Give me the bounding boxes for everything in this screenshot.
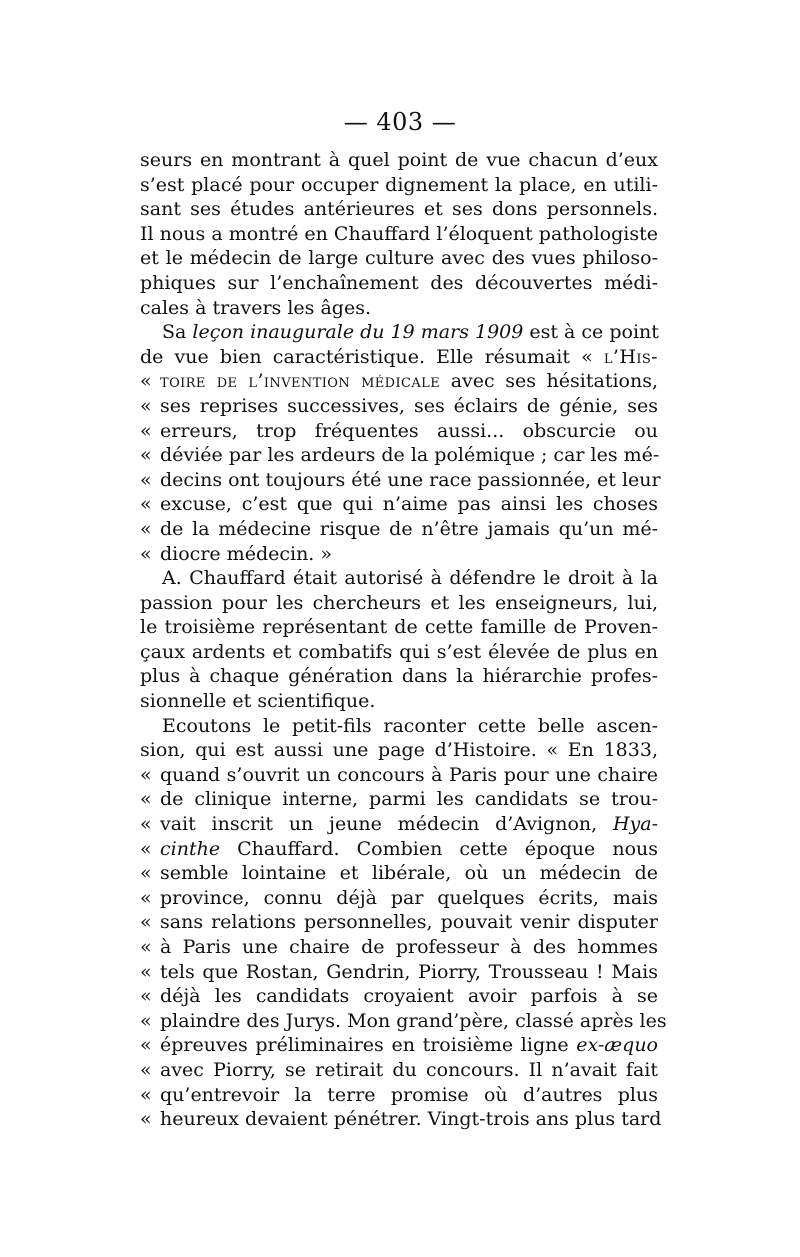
text-line (140, 148, 658, 173)
text-line (140, 984, 658, 1009)
text-segment: avec Piorry, se retirait du concours. Il n’avait fait (160, 1058, 658, 1081)
quote-mark: « (140, 837, 152, 860)
text-line (140, 738, 658, 763)
text-line (140, 443, 658, 468)
text-segment: Chauffard. Combien cette époque nous (220, 837, 658, 860)
text-line (140, 1107, 662, 1132)
quote-mark: « (140, 394, 152, 417)
text-segment: province, connu déjà par quelques écrits, mais (160, 886, 658, 909)
text-segment: ex-æquo (576, 1034, 658, 1057)
quote-mark: « (140, 517, 152, 540)
text-segment: sion, qui est aussi une page d’Histoire. « En 1833, (140, 739, 658, 762)
quote-mark: « (140, 763, 152, 786)
text-segment: tels que Rostan, Gendrin, Piorry, Trousseau ! Mais (160, 960, 658, 983)
text-line (140, 787, 658, 812)
text-line (140, 320, 658, 345)
text-line (140, 1058, 658, 1083)
quote-mark: « (140, 1009, 152, 1032)
text-line (140, 517, 658, 542)
text-segment: cinthe (160, 837, 221, 860)
text-line (140, 394, 658, 419)
quote-mark: « (140, 444, 152, 467)
text-line (140, 763, 658, 788)
text-segment: sionnelle et scientifique. (140, 690, 376, 713)
text-segment: toire de l’invention médicale (160, 370, 441, 393)
quote-mark: « (140, 1034, 152, 1057)
text-line (140, 640, 658, 665)
text-segment: et le médecin de large culture avec des vues philoso- (140, 247, 658, 270)
text-segment: decins ont toujours été une race passionnée, et leur (160, 468, 661, 491)
text-segment: passion pour les chercheurs et les enseigneurs, lui, (140, 591, 658, 614)
text-segment: sant ses études antérieures et ses dons personnels. (140, 198, 658, 221)
text-segment: quand s’ouvrit un concours à Paris pour une chaire (160, 763, 658, 786)
text-segment: est à ce point (523, 321, 659, 344)
text-line (140, 910, 658, 935)
text-line (140, 1083, 658, 1108)
text-line (140, 542, 658, 567)
text-line (140, 714, 658, 739)
text-segment: de clinique interne, parmi les candidats se trou- (160, 788, 658, 811)
page-number: — 403 — (343, 108, 457, 136)
page-body (140, 148, 667, 1132)
quote-mark: « (140, 862, 152, 885)
quote-mark: « (140, 419, 152, 442)
text-line (140, 173, 658, 198)
text-segment: plaindre des Jurys. Mon grand’père, classé après les (160, 1009, 667, 1032)
text-segment: Il nous a montré en Chauffard l’éloquent pathologiste (140, 222, 658, 245)
text-segment: diocre médecin. » (160, 542, 333, 565)
text-line (140, 197, 658, 222)
quote-mark: « (140, 985, 152, 1008)
text-segment: çaux ardents et combatifs qui s’est élevée de plus en (140, 640, 658, 663)
text-segment: sans relations personnelles, pouvait venir disputer (160, 911, 658, 934)
text-segment: leçon inaugurale du 19 mars 1909 (192, 321, 524, 344)
text-segment: phiques sur l’enchaînement des découvertes médi- (140, 271, 658, 294)
text-line (140, 935, 658, 960)
text-segment: plus à chaque génération dans la hiérarchie profes- (140, 665, 658, 688)
text-segment: à Paris une chaire de professeur à des hommes (160, 936, 658, 958)
quote-mark: « (140, 788, 152, 811)
text-line (140, 419, 658, 444)
text-segment: erreurs, trop fréquentes aussi... obscurcie ou (160, 419, 658, 442)
quote-mark: « (140, 911, 152, 934)
text-segment: de vue bien caractéristique. Elle résumait « (140, 345, 604, 368)
quote-mark: « (140, 960, 152, 983)
text-segment: s’est placé pour occuper dignement la place, en utili- (140, 173, 658, 196)
quote-mark: « (140, 813, 152, 836)
quote-mark: « (140, 1108, 152, 1131)
quote-mark: « (140, 468, 152, 491)
quote-mark: « (140, 886, 152, 909)
text-segment: Ecoutons le petit-fils raconter cette belle ascen- (162, 714, 658, 737)
text-segment: le troisième représentant de cette famille de Proven- (140, 616, 658, 639)
text-line (140, 615, 658, 640)
text-segment: heureux devaient pénétrer. Vingt-trois ans plus tard (160, 1108, 662, 1131)
text-segment: de la médecine risque de n’être jamais qu’un mé- (160, 517, 658, 540)
text-line (140, 837, 658, 862)
text-segment: cales à travers les âges. (140, 296, 371, 319)
text-segment: semble lointaine et libérale, où un médecin de (160, 862, 658, 885)
text-segment: qu’entrevoir la terre promise où d’autres plus (160, 1083, 658, 1106)
text-line (140, 345, 658, 370)
text-line (140, 246, 658, 271)
text-segment: ses reprises successives, ses éclairs de génie, ses (160, 394, 658, 417)
text-segment: avec ses hésitations, (440, 370, 659, 393)
quote-mark: « (140, 370, 152, 393)
text-line (140, 861, 658, 886)
text-line (140, 812, 658, 837)
text-line (140, 886, 658, 911)
text-line (140, 296, 658, 321)
text-line (140, 492, 658, 517)
text-line (140, 1009, 667, 1034)
text-segment: A. Chauffard était autorisé à défendre le droit à la (162, 567, 658, 590)
quote-mark: « (140, 936, 152, 958)
quote-mark: « (140, 1058, 152, 1081)
text-line (140, 468, 661, 493)
text-line (140, 1033, 658, 1058)
text-line (140, 369, 658, 394)
text-line (140, 271, 658, 296)
text-line (140, 960, 658, 985)
quote-mark: « (140, 1083, 152, 1106)
text-segment: excuse, c’est que qui n’aime pas ainsi les choses (160, 493, 658, 516)
text-line (140, 591, 658, 616)
text-segment: Hya- (612, 813, 658, 836)
text-segment: Sa (162, 321, 193, 344)
text-segment: l’His- (603, 345, 658, 368)
text-segment: épreuves préliminaires en troisième ligne (160, 1034, 577, 1057)
text-segment: seurs en montrant à quel point de vue chacun d’eux (140, 149, 658, 171)
text-line (140, 566, 658, 591)
quote-mark: « (140, 542, 152, 565)
text-segment: déjà les candidats croyaient avoir parfois à se (160, 985, 658, 1008)
text-line (140, 664, 658, 689)
quote-mark: « (140, 493, 152, 516)
text-line (140, 222, 658, 247)
text-segment: vait inscrit un jeune médecin d’Avignon, (160, 813, 613, 836)
text-segment: déviée par les ardeurs de la polémique ; car les mé- (160, 444, 660, 467)
text-line (140, 689, 658, 714)
